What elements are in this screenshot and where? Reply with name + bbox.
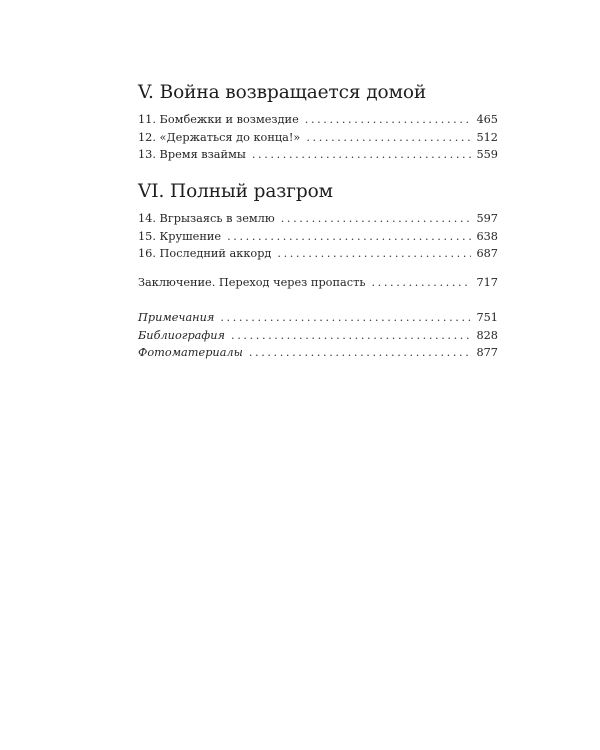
toc-entry <box>138 344 498 362</box>
toc-entry <box>138 146 498 164</box>
dot-leader <box>220 309 471 327</box>
toc-entries <box>138 111 498 164</box>
toc-part-5 <box>138 82 498 164</box>
entry-title: 13. Время взаймы <box>138 148 246 161</box>
entry-page-number: 687 <box>476 247 498 260</box>
toc-entry <box>138 210 498 228</box>
part-heading: VI. Полный разгром <box>138 181 333 202</box>
toc-entry <box>138 327 498 345</box>
toc-conclusion <box>138 274 498 292</box>
entry-page-number: 717 <box>476 276 498 289</box>
dot-leader <box>231 327 471 345</box>
toc-entry <box>138 111 498 129</box>
dot-leader <box>277 245 471 263</box>
toc-back-matter <box>138 309 498 362</box>
dot-leader <box>306 129 471 147</box>
entry-page-number: 597 <box>476 212 498 225</box>
toc-entry <box>138 274 498 292</box>
toc-entries <box>138 210 498 263</box>
dot-leader <box>371 274 471 292</box>
entry-page-number: 828 <box>476 328 498 342</box>
toc-entry <box>138 228 498 246</box>
entry-page-number: 751 <box>476 311 498 324</box>
entry-title: Фотоматериалы <box>138 346 243 359</box>
entry-title: Примечания <box>138 311 215 324</box>
dot-leader <box>305 111 471 129</box>
entry-page-number: 512 <box>476 130 498 144</box>
entry-title: 16. Последний аккорд <box>138 247 272 260</box>
entry-page-number: 638 <box>476 229 498 243</box>
entry-title: Заключение. Переход через пропасть <box>138 276 366 289</box>
entry-title: 14. Вгрызаясь в землю <box>138 212 275 225</box>
dot-leader <box>252 146 471 164</box>
entry-page-number: 877 <box>476 346 498 359</box>
entry-page-number: 465 <box>476 113 498 126</box>
toc-entry <box>138 129 498 147</box>
toc-entry <box>138 245 498 263</box>
entry-title: 12. «Держаться до конца!» <box>138 130 301 144</box>
entry-title: 15. Крушение <box>138 229 222 243</box>
dot-leader <box>227 228 471 246</box>
dot-leader <box>249 344 471 362</box>
toc-entry <box>138 309 498 327</box>
entry-page-number: 559 <box>476 148 498 161</box>
part-heading: V. Война возвращается домой <box>138 82 427 103</box>
toc-part-6 <box>138 181 498 263</box>
entry-title: 11. Бомбежки и возмездие <box>138 113 299 126</box>
dot-leader <box>281 210 471 228</box>
entry-title: Библиография <box>138 328 226 342</box>
